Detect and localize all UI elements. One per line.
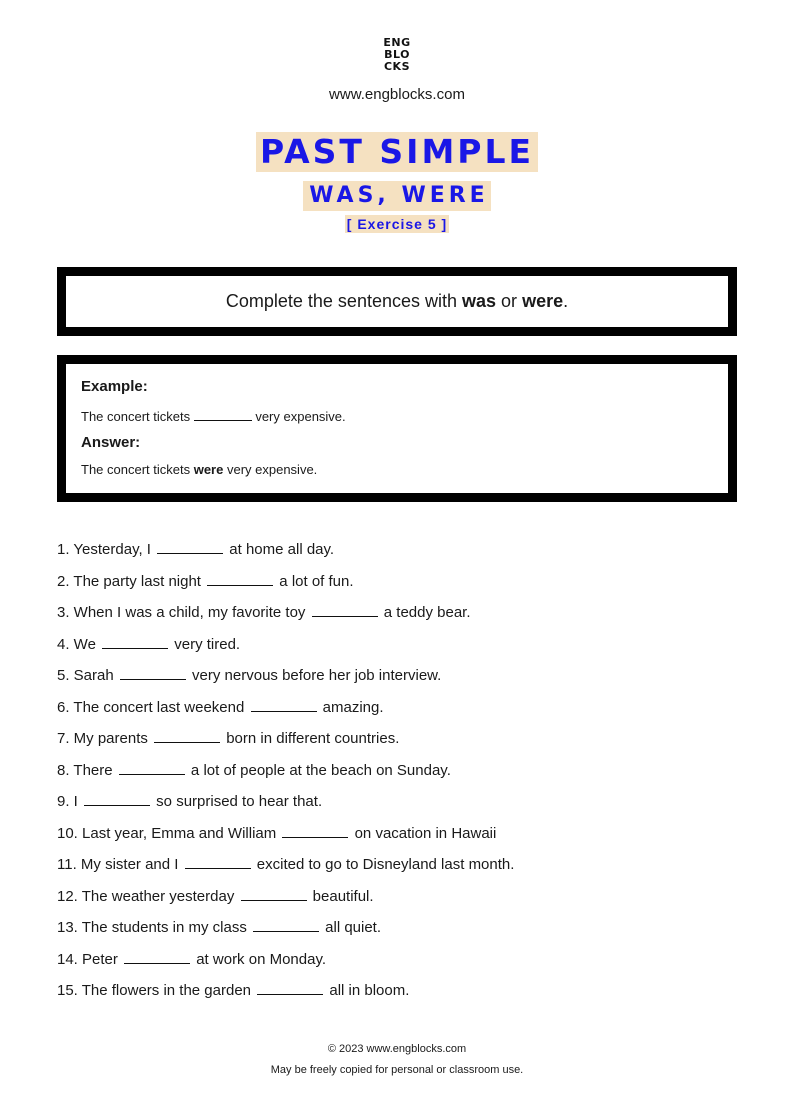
question-item: 5. Sarah very nervous before her job interview. [57,664,441,684]
answer-blank[interactable] [241,885,307,901]
answer-sentence: The concert tickets were very expensive. [81,462,318,477]
question-item: 4. We very tired. [57,633,240,653]
page-title: PAST SIMPLE [256,132,538,172]
question-item: 3. When I was a child, my favorite toy a teddy bear. [57,601,471,621]
example-box [57,355,737,502]
question-item: 7. My parents born in different countries. [57,727,399,747]
example-label: Example: [81,378,148,395]
question-item: 14. Peter at work on Monday. [57,948,326,968]
question-item: 1. Yesterday, I at home all day. [57,538,334,558]
question-item: 12. The weather yesterday beautiful. [57,885,374,905]
logo-line: ENG [383,36,411,49]
answer-blank[interactable] [185,853,251,869]
instruction-box [57,267,737,336]
exercise-label: [ Exercise 5 ] [346,216,448,232]
answer-blank[interactable] [157,538,223,554]
answer-blank[interactable] [253,916,319,932]
answer-blank[interactable] [124,948,190,964]
question-item: 15. The flowers in the garden all in bloom. [57,979,409,999]
answer-blank[interactable] [207,570,273,586]
example-blank [194,407,252,421]
logo-line: CKS [383,60,411,73]
answer-blank[interactable] [84,790,150,806]
answer-blank[interactable] [257,979,323,995]
answer-blank[interactable] [102,633,168,649]
page-subtitle: WAS, WERE [303,181,490,211]
answer-blank[interactable] [312,601,378,617]
answer-blank[interactable] [282,822,348,838]
question-item: 13. The students in my class all quiet. [57,916,381,936]
question-item: 6. The concert last weekend amazing. [57,696,384,716]
answer-label: Answer: [81,434,141,451]
footer-note: May be freely copied for personal or classroom use. [270,1064,524,1076]
answer-blank[interactable] [251,696,317,712]
answer-blank[interactable] [154,727,220,743]
site-url: www.engblocks.com [329,86,465,103]
question-item: 11. My sister and I excited to go to Disneyland last month. [57,853,514,873]
instruction-text: Complete the sentences with was or were. [225,291,569,311]
question-item: 8. There a lot of people at the beach on Sunday. [57,759,451,779]
example-sentence: The concert tickets very expensive. [81,409,346,424]
footer-copyright: © 2023 www.engblocks.com [327,1043,467,1055]
answer-blank[interactable] [120,664,186,680]
engblocks-logo [0,37,794,73]
question-item: 10. Last year, Emma and William on vacation in Hawaii [57,822,496,842]
question-item: 2. The party last night a lot of fun. [57,570,354,590]
question-item: 9. I so surprised to hear that. [57,790,322,810]
logo-line: BLO [384,48,410,61]
answer-blank[interactable] [119,759,185,775]
